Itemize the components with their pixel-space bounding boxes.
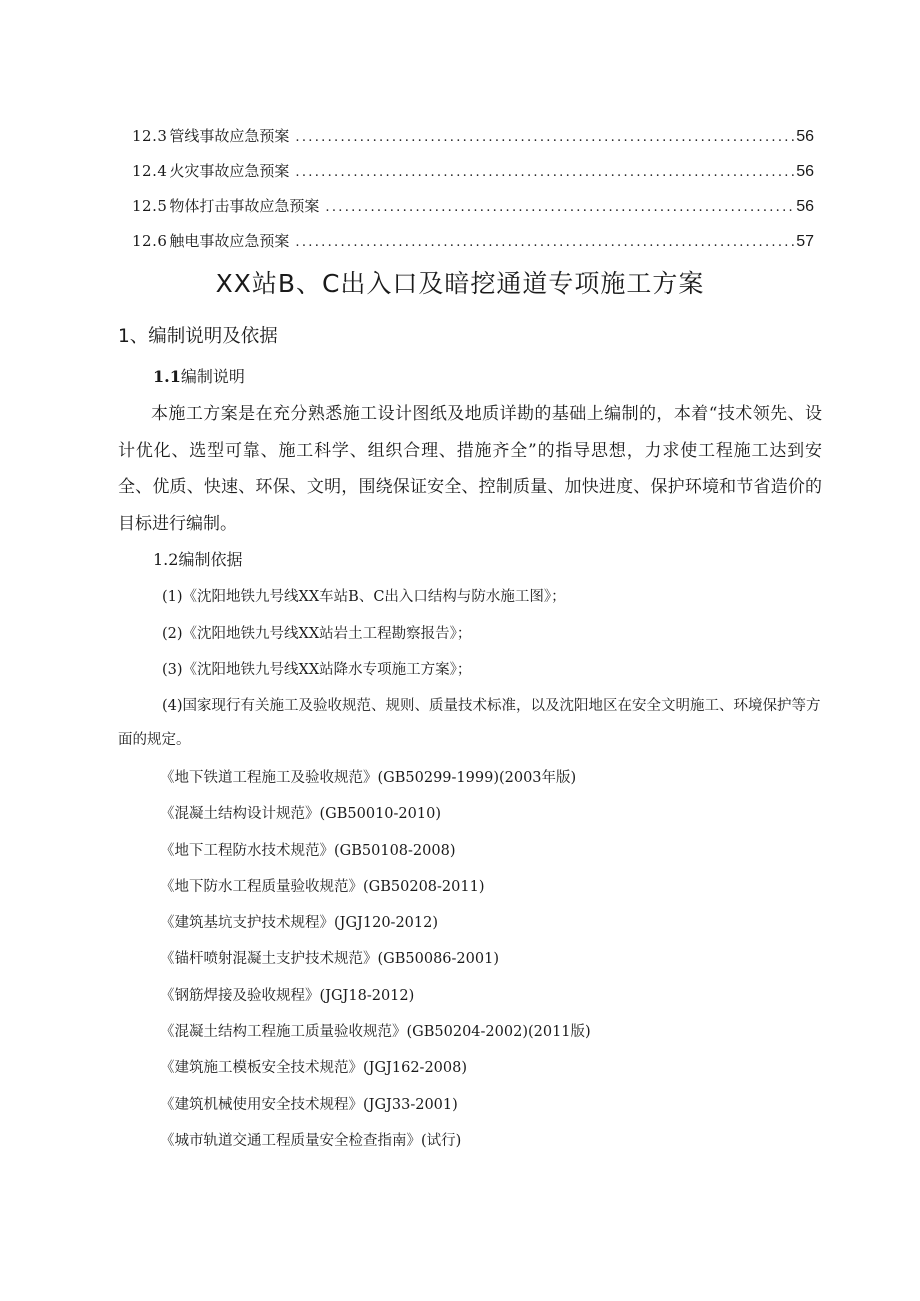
basis-item: (4)国家现行有关施工及验收规范、规则、质量技术标准，以及沈阳地区在安全文明施工、环境保护等方面的规定。 [118,698,821,748]
body-paragraph: 本施工方案是在充分熟悉施工设计图纸及地质详勘的基础上编制的，本着“技术领先、设计优化、选型可靠、施工科学、组织合理、措施齐全”的指导思想，力求使工程施工达到安全、优质、快速、环保、文明，围绕保证安全、控制质量、加快进度、保护环境和节省造价的目标进行编制。 [118,404,822,534]
standard-item: 《建筑施工模板安全技术规范》(JGJ162-2008) [160,1060,467,1077]
section-title: 编制依据 [178,550,243,569]
toc-entry-page: 56 [796,128,814,145]
toc-leader-dots [325,196,794,220]
standard-item: 《钢筋焊接及验收规程》(JGJ18-2012) [160,987,415,1004]
table-of-contents [132,124,814,264]
standard-item: 《混凝土结构设计规范》(GB50010-2010) [160,806,441,823]
toc-entry-number: 12.5 [132,197,168,215]
standards-list [160,766,591,1165]
standard-item: 《混凝土结构工程施工质量验收规范》(GB50204-2002)(2011版) [160,1024,591,1041]
toc-entry-number: 12.4 [132,162,168,180]
section-heading-1-2 [153,547,242,573]
standard-item: 《地下工程防水技术规范》(GB50108-2008) [160,842,456,859]
standard-item: 《建筑机械使用安全技术规程》(JGJ33-2001) [160,1096,458,1113]
toc-entry-title: 触电事故应急预案 [169,232,290,250]
toc-entry-number: 12.3 [132,127,168,145]
toc-entry-page: 56 [796,198,814,215]
standard-item: 《城市轨道交通工程质量安全检查指南》(试行) [160,1132,462,1149]
section-title: 编制说明 [180,367,245,386]
toc-entry[interactable] [132,194,814,229]
toc-leader-dots [295,231,794,255]
section-heading-1-1 [153,364,245,390]
basis-item: (2)《沈阳地铁九号线XX站岩土工程勘察报告》； [162,626,472,642]
toc-leader-dots [295,126,794,150]
toc-entry[interactable] [132,229,814,264]
toc-entry-page: 56 [796,163,814,180]
standard-item: 《锚杆喷射混凝土支护技术规范》(GB50086-2001) [160,951,499,968]
toc-entry-title: 管线事故应急预案 [169,127,290,145]
standard-item: 《建筑基坑支护技术规程》(JGJ120-2012) [160,915,438,932]
toc-entry-title: 火灾事故应急预案 [169,162,290,180]
section-number: 1.1 [153,367,181,386]
document-title: XX站B、C出入口及暗挖通道专项施工方案 [215,269,705,298]
toc-leader-dots [295,161,794,185]
section-number: 1.2 [153,550,179,569]
section-heading-1: 1、编制说明及依据 [118,326,278,347]
standard-item: 《地下防水工程质量验收规范》(GB50208-2011) [160,878,485,895]
toc-entry[interactable] [132,124,814,159]
standard-item: 《地下铁道工程施工及验收规范》(GB50299-1999)(2003年版) [160,770,577,786]
toc-entry[interactable] [132,159,814,194]
toc-entry-number: 12.6 [132,232,168,250]
toc-entry-title: 物体打击事故应急预案 [169,197,320,215]
basis-item: (3)《沈阳地铁九号线XX站降水专项施工方案》； [162,662,472,678]
basis-item: (1)《沈阳地铁九号线XX车站B、C出入口结构与防水施工图》； [162,589,566,605]
toc-entry-page: 57 [796,233,814,250]
